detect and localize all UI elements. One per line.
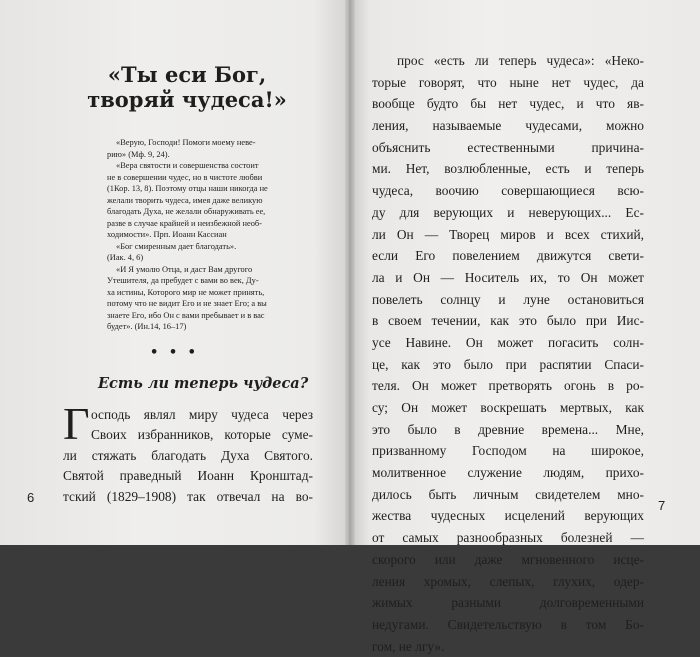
body-line: призванному Господом на широкое, [372, 443, 644, 459]
page-number: 7 [658, 498, 666, 513]
body-line: ления хромых, слепых, глухих, одер- [372, 573, 644, 589]
body-line: торые говорят, что ныне нет чудес, да [372, 74, 644, 90]
page-number: 6 [27, 490, 35, 505]
body-line: скорого или даже мгновенного исце- [372, 551, 644, 567]
body-text-left [63, 398, 313, 507]
body-line: чудеса, воочию совершающиеся всю- [372, 183, 644, 199]
epigraph-line: ха истины, Которого мир не может принять, [107, 287, 265, 297]
section-divider: • • • [150, 345, 199, 360]
body-line: ла и Он — Носитель их, то Он может [372, 269, 644, 285]
body-line: это было в древние времена... Мне, [372, 421, 644, 437]
body-line: Святой праведный Иоанн Кронштад- [63, 468, 313, 484]
body-text-right [372, 50, 644, 657]
body-line: повелеть солнцу и луне остановиться [372, 291, 644, 307]
body-line: ли Он — Творец миров и всех стихий, [372, 226, 644, 242]
body-line: ми. Нет, возлюбленные, есть и теперь [372, 161, 644, 177]
body-line: ления, называемые чудесами, можно [372, 118, 644, 134]
chapter-title-line: «Ты еси Бог, [107, 62, 267, 87]
body-line: вообще будто бы нет чудес, и что яв- [372, 96, 644, 112]
body-line: осподь являл миру чудеса через [91, 407, 313, 422]
epigraph-line: «Вера святости и совершенства состоит [116, 161, 259, 170]
body-line: теля. Он может претворять огонь в ро- [372, 378, 644, 394]
epigraph-line: Утешителя, да пребудет с вами во век, Ду- [107, 276, 259, 285]
body-line: прос «есть ли теперь чудеса»: «Неко- [397, 53, 644, 68]
body-line: це, как это было при распятии Спаси- [372, 356, 644, 372]
epigraph-line: «И Я умолю Отца, и даст Вам другого [116, 264, 253, 274]
epigraph-line: потому что не видит Его и не знает Его; а вы [107, 299, 267, 308]
body-line: жимых разными долговременными [372, 595, 644, 611]
epigraph-line: «Верую, Господи! Помоги моему неве- [116, 138, 256, 147]
book-gutter [345, 0, 355, 545]
section-heading: Есть ли теперь чудеса? [98, 375, 309, 392]
body-line: недугами. Свидетельствую в том Бо- [372, 616, 644, 632]
body-line: молитвенное служение людям, прихо- [372, 465, 644, 481]
epigraph-line: разве в случае крайней и неизбежной необ- [107, 218, 262, 228]
body-line: если Его повелением движутся свети- [372, 248, 644, 264]
chapter-title [78, 62, 296, 112]
body-line: ли стяжать благодать Духа Святого. [63, 447, 313, 463]
epigraph-line: «Бог смиренным дает благодать». [116, 241, 237, 251]
epigraph-line: (Иак. 4, 6) [107, 253, 144, 262]
body-line: дилось быть личным свидетелем мно- [372, 486, 644, 502]
body-line: объяснить естественными причина- [372, 139, 644, 155]
epigraph-line: ходимости». Прп. Иоанн Кассиан [107, 230, 227, 239]
epigraph-line: будет». (Ин.14, 16–17) [107, 322, 187, 331]
body-line: жества чудесных исцелений верующих [372, 508, 644, 524]
epigraph-line: благодать Духа, не желали обнаруживать ее, [107, 207, 266, 216]
epigraph-line: знаете Его, ибо Он с вами пребывает и в вас [107, 310, 265, 320]
body-line: Своих избранников, которые суме- [91, 427, 313, 443]
epigraph-line: рию» (Мф. 9, 24). [107, 149, 170, 159]
left-page [0, 0, 349, 545]
body-line: ду для верующих и неверующих... Ес- [372, 204, 644, 220]
body-line: в своем течении, как это было при Иис- [372, 313, 644, 329]
body-line: гом, не лгу». [372, 638, 445, 654]
epigraph-line: желали творить чудеса, имея даже великую [107, 195, 263, 205]
epigraph-line: (1Кор. 13, 8). Поэтому отцы наши никогда не [107, 184, 268, 193]
epigraph-line: не в совершении чудес, но в чистоте любви [107, 172, 263, 182]
body-line: су; Он может воскрешать мертвых, как [372, 400, 644, 415]
drop-cap: Г [63, 398, 90, 449]
chapter-title-line: творяй чудеса!» [87, 87, 287, 112]
body-line: от самых разнообразных болезней — [372, 530, 644, 546]
body-line: усе Навине. Он может погасить солн- [372, 334, 644, 350]
body-line: тский (1829–1908) так отвечал на во- [63, 488, 313, 504]
